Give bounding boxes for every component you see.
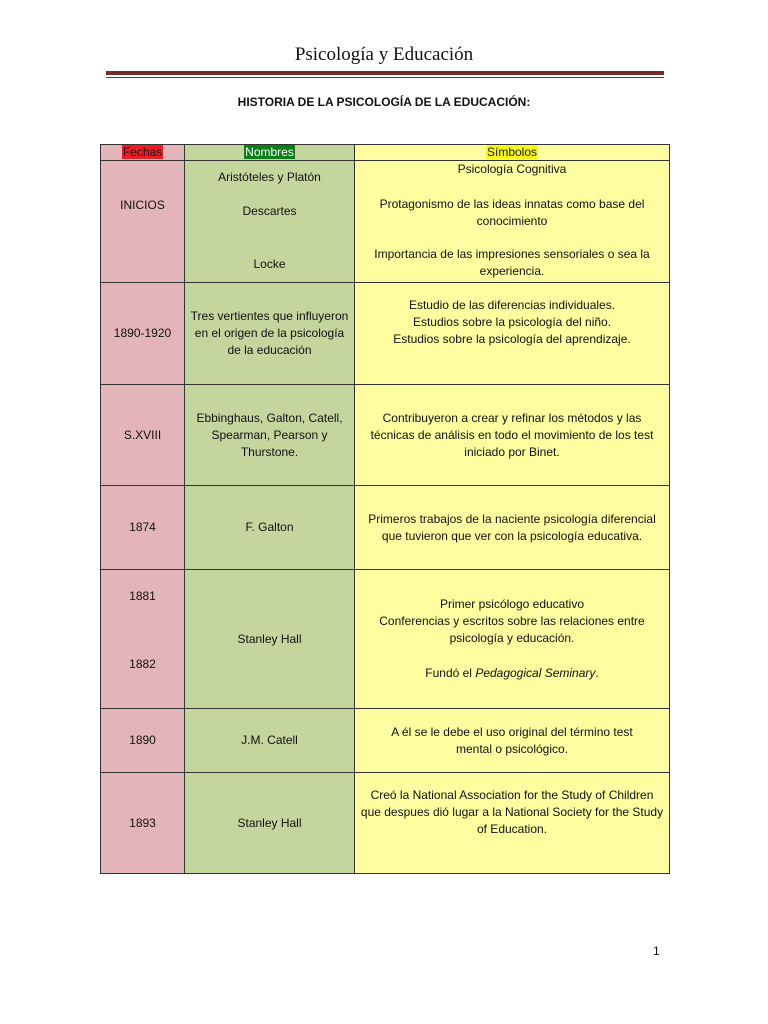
nombre-cell	[185, 283, 355, 385]
header-simbolos-label: Símbolos	[486, 145, 538, 159]
fecha-cell	[101, 709, 185, 773]
simbolo-text-pedagogical	[360, 647, 664, 682]
table-row	[101, 385, 670, 486]
fecha-text: 1890	[129, 733, 156, 747]
header-cell-fechas	[101, 145, 185, 161]
simbolo-text: Estudios sobre la psicología del aprendizaje.	[393, 332, 631, 346]
fecha-cell	[101, 161, 185, 283]
history-table	[100, 144, 670, 874]
simbolo-text: Estudio de las diferencias individuales.	[408, 298, 616, 312]
nombre-text: Ebbinghaus, Galton, Catell, Spearman, Pearson y Thurstone.	[196, 410, 343, 459]
fecha-text: 1893	[129, 815, 156, 830]
table-row	[101, 486, 670, 570]
table-row	[101, 570, 670, 709]
simbolo-text: A él se le debe el uso original del término test mental o psicológico.	[391, 724, 633, 756]
fecha-text: 1881	[129, 589, 156, 603]
fecha-cell	[101, 283, 185, 385]
nombre-text: Tres vertientes que influyeron en el origen de la psicología de la educación	[190, 309, 349, 357]
simbolo-text: Creó la National Association for the Study of Children que despues dió lugar a la National Society for the Study of Education.	[360, 788, 664, 836]
simbolo-cell	[355, 161, 670, 283]
nombre-text: Stanley Hall	[237, 631, 302, 646]
simbolo-text: Contribuyeron a crear y refinar los métodos y las técnicas de análisis en todo el movimiento de los test iniciado por Binet.	[370, 410, 654, 459]
fecha-text: INICIOS	[120, 198, 165, 212]
nombre-text: J.M. Catell	[241, 733, 298, 747]
fecha-cell	[101, 570, 185, 709]
table-header-row	[101, 145, 670, 161]
page-header-title: Psicología y Educación	[294, 44, 474, 65]
simbolo-text: Psicología Cognitiva	[457, 162, 567, 176]
table-row	[101, 283, 670, 385]
header-cell-nombres	[185, 145, 355, 161]
nombre-cell	[185, 161, 355, 283]
nombre-cell	[185, 486, 355, 570]
simbolo-text: Primeros trabajos de la naciente psicología diferencial que tuvieron que ver con la psicología educativa.	[368, 511, 656, 543]
header-rule	[106, 71, 664, 75]
header-nombres-label: Nombres	[245, 145, 294, 159]
simbolo-cell	[355, 283, 670, 385]
simbolo-extra-italic: Pedagogical Seminary	[475, 666, 596, 680]
fecha-cell	[101, 773, 185, 874]
nombre-cell	[185, 570, 355, 709]
fecha-cell	[101, 385, 185, 486]
document-title: HISTORIA DE LA PSICOLOGÍA DE LA EDUCACIÓN:	[237, 95, 531, 109]
simbolo-cell	[355, 773, 670, 874]
simbolo-text: Primer psicólogo educativo	[439, 597, 585, 611]
nombre-text: Locke	[253, 257, 286, 271]
simbolo-text: Protagonismo de las ideas innatas como base del conocimiento	[379, 197, 645, 228]
fecha-text: 1882	[129, 657, 156, 671]
header-rule-thin	[106, 77, 664, 78]
header-cell-simbolos	[355, 145, 670, 161]
nombre-cell	[185, 385, 355, 486]
simbolo-text: Conferencias y escritos sobre las relaciones entre psicología y educación.	[379, 614, 645, 645]
fecha-text: S.XVIII	[123, 427, 162, 442]
nombre-text: Descartes	[242, 204, 297, 218]
simbolo-cell	[355, 709, 670, 773]
table-row	[101, 773, 670, 874]
fecha-cell	[101, 486, 185, 570]
fecha-text: 1874	[129, 520, 156, 534]
simbolo-cell	[355, 486, 670, 570]
simbolo-text: Importancia de las impresiones sensoriales o sea la experiencia.	[374, 247, 650, 278]
simbolo-cell	[355, 385, 670, 486]
table-row	[101, 161, 670, 283]
nombre-cell	[185, 709, 355, 773]
nombre-cell	[185, 773, 355, 874]
table-row	[101, 709, 670, 773]
simbolo-extra-prefix: Fundó el	[425, 666, 476, 680]
nombre-text: Aristóteles y Platón	[218, 170, 321, 184]
simbolo-extra-suffix: .	[595, 666, 599, 680]
page-number: 1	[653, 944, 660, 958]
nombre-text: F. Galton	[245, 520, 294, 534]
header-fechas-label: Fechas	[122, 145, 163, 159]
nombre-text: Stanley Hall	[237, 815, 302, 830]
simbolo-cell	[355, 570, 670, 709]
simbolo-text: Estudios sobre la psicología del niño.	[412, 315, 612, 329]
fecha-text: 1890-1920	[113, 326, 172, 340]
